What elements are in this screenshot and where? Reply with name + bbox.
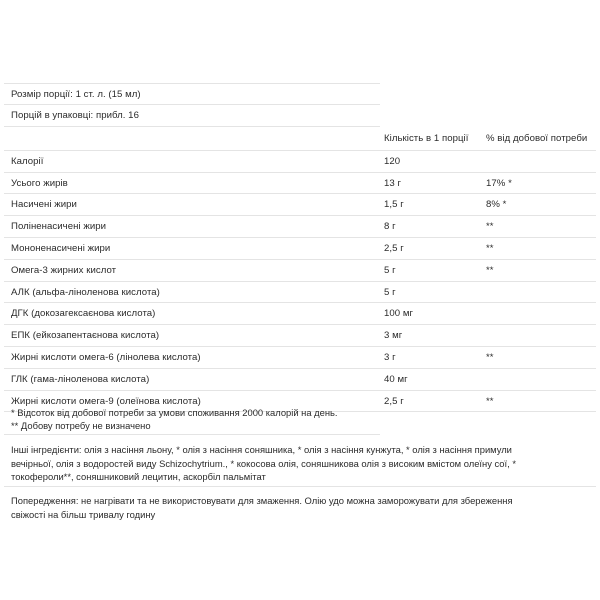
nutrient-daily-value: 8% * xyxy=(486,199,507,211)
warning-line-1: Попередження: не нагрівати та не використовувати для змаження. Олію удо можна заморожувати для збереження xyxy=(11,495,513,506)
table-row xyxy=(4,369,596,391)
nutrient-amount: 100 мг xyxy=(384,308,414,320)
table-row xyxy=(4,303,596,325)
footnotes xyxy=(4,400,380,435)
ingredients-line-1: Інші інгредієнти: олія з насіння льону, * олія з насіння соняшника, * олія з насіння кунжута, * олія з насіння примули xyxy=(11,444,512,455)
nutrient-name: Жирні кислоти омега-6 (лінолева кислота) xyxy=(11,351,201,363)
nutrient-amount: 3 мг xyxy=(384,330,403,342)
servings-per-pack-row xyxy=(4,105,380,128)
nutrient-name: ГЛК (гама-ліноленова кислота) xyxy=(11,373,150,385)
nutrient-daily-value: 17% * xyxy=(486,177,512,189)
nutrient-amount: 2,5 г xyxy=(384,242,404,254)
daily-value-column-header: % від добової потреби xyxy=(486,133,588,145)
nutrient-amount: 2,5 г xyxy=(384,395,404,407)
daily-value-footnote: * Відсоток від добової потреби за умови споживання 2000 калорій на день. xyxy=(11,407,338,418)
nutrient-daily-value: ** xyxy=(486,221,494,233)
nutrient-amount: 40 мг xyxy=(384,373,408,385)
nutrient-name: Жирні кислоти омега-9 (олеїнова кислота) xyxy=(11,395,201,407)
table-header-row xyxy=(4,127,596,151)
warning-line-2: свіжості на більш тривалу годину xyxy=(11,508,156,520)
serving-size-row xyxy=(4,83,380,105)
other-ingredients xyxy=(11,443,589,484)
nutrient-name: Насичені жири xyxy=(11,199,77,211)
nutrient-name: Калорії xyxy=(11,155,44,167)
nutrient-amount: 120 xyxy=(384,155,401,167)
nutrient-daily-value: ** xyxy=(486,395,494,407)
nutrient-name: Мононенасичені жири xyxy=(11,242,111,254)
ingredients-line-3: токофероли**, соняшниковий лецитин, аскорбіл пальмітат xyxy=(11,471,266,483)
nutrient-name: ЕПК (ейкозапентаєнова кислота) xyxy=(11,330,160,342)
nutrient-name: Усього жирів xyxy=(11,177,68,189)
nutrient-name: ДГК (докозагексаєнова кислота) xyxy=(11,308,156,320)
table-row xyxy=(4,238,596,260)
nutrient-amount: 1,5 г xyxy=(384,199,404,211)
nutrient-name: Омега-3 жирних кислот xyxy=(11,264,117,276)
nutrient-daily-value: ** xyxy=(486,351,494,363)
nutrient-amount: 5 г xyxy=(384,264,396,276)
not-defined-footnote: ** Добову потребу не визначено xyxy=(11,420,151,431)
nutrient-amount: 3 г xyxy=(384,351,396,363)
nutrient-amount: 5 г xyxy=(384,286,396,298)
table-row xyxy=(4,151,596,173)
table-row xyxy=(4,347,596,369)
ingredients-line-2: вечірньої, олія з водоростей виду Schizochytrium., * кокосова олія, соняшникова олія з високим вмістом олеїну сої, * xyxy=(11,457,516,469)
table-row xyxy=(4,282,596,304)
table-row xyxy=(4,260,596,282)
amount-column-header: Кількість в 1 порції xyxy=(384,133,469,145)
table-row xyxy=(4,325,596,347)
nutrient-daily-value: ** xyxy=(486,242,494,254)
nutrient-name: Поліненасичені жири xyxy=(11,221,107,233)
nutrient-amount: 8 г xyxy=(384,221,396,233)
table-row xyxy=(4,173,596,195)
servings-per-pack-label: Порцій в упаковці: прибл. 16 xyxy=(11,109,139,121)
table-row xyxy=(4,194,596,216)
section-divider xyxy=(4,486,596,487)
serving-size-label: Розмір порції: 1 ст. л. (15 мл) xyxy=(11,89,141,100)
nutrient-name: АЛК (альфа-ліноленова кислота) xyxy=(11,286,160,298)
nutrient-amount: 13 г xyxy=(384,177,402,189)
warning-text xyxy=(11,494,591,521)
nutrition-facts-table xyxy=(4,83,596,412)
table-row xyxy=(4,216,596,238)
nutrient-daily-value: ** xyxy=(486,264,494,276)
